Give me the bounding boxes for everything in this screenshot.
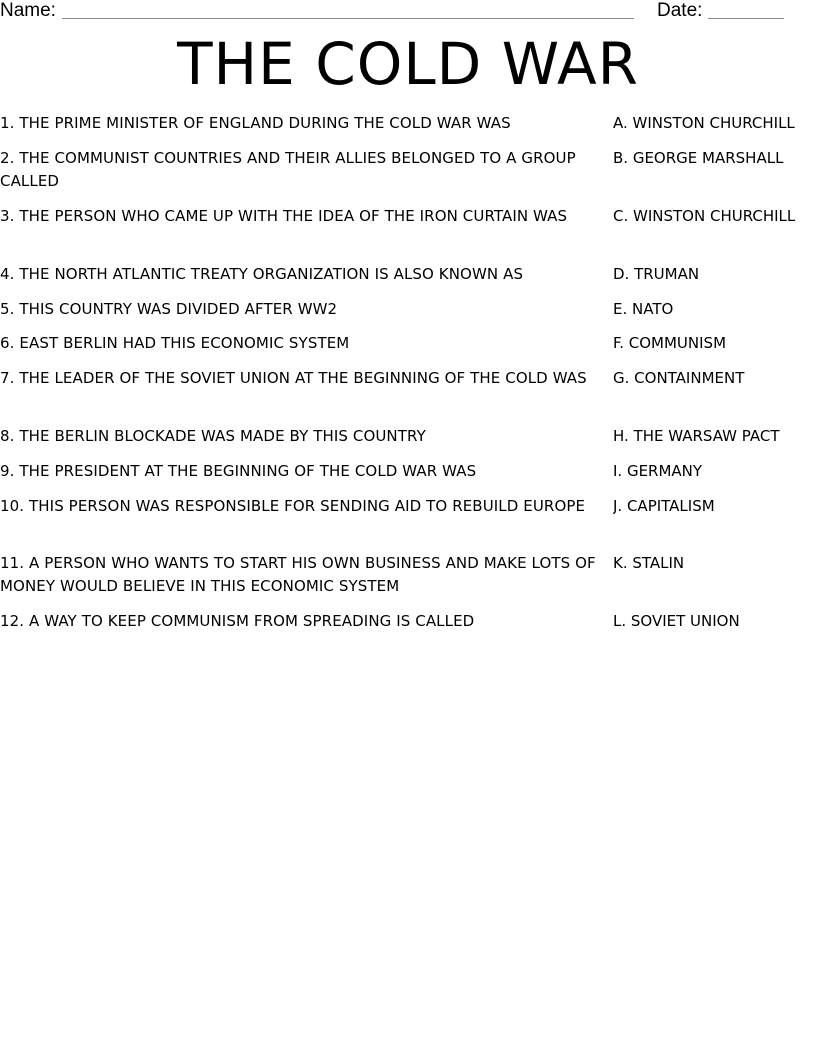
question-10: 10. THIS PERSON WAS RESPONSIBLE FOR SENDING AID TO REBUILD EUROPE <box>0 497 586 515</box>
question-4: 4. THE NORTH ATLANTIC TREATY ORGANIZATION IS ALSO KNOWN AS <box>0 265 524 283</box>
question-1: 1. THE PRIME MINISTER OF ENGLAND DURING THE COLD WAR WAS <box>0 114 511 132</box>
name-label: Name: <box>0 0 56 21</box>
question-6: 6. EAST BERLIN HAD THIS ECONOMIC SYSTEM <box>0 334 350 352</box>
answer-k: K. STALIN <box>613 554 685 572</box>
question-5: 5. THIS COUNTRY WAS DIVIDED AFTER WW2 <box>0 300 338 318</box>
date-label: Date: <box>657 0 703 21</box>
answer-j: J. CAPITALISM <box>613 497 715 515</box>
answer-h: H. THE WARSAW PACT <box>613 427 780 445</box>
answer-a: A. WINSTON CHURCHILL <box>613 114 795 132</box>
question-11: 11. A PERSON WHO WANTS TO START HIS OWN BUSINESS AND MAKE LOTS OF MONEY WOULD BELIEVE IN THIS ECONOMIC SYSTEM <box>0 554 596 595</box>
answer-d: D. TRUMAN <box>613 265 700 283</box>
answer-f: F. COMMUNISM <box>613 334 727 352</box>
question-2: 2. THE COMMUNIST COUNTRIES AND THEIR ALLIES BELONGED TO A GROUP CALLED <box>0 149 576 190</box>
question-9: 9. THE PRESIDENT AT THE BEGINNING OF THE COLD WAR WAS <box>0 462 477 480</box>
answer-l: L. SOVIET UNION <box>613 612 740 630</box>
question-8: 8. THE BERLIN BLOCKADE WAS MADE BY THIS COUNTRY <box>0 427 426 445</box>
answer-g: G. CONTAINMENT <box>613 369 745 387</box>
question-12: 12. A WAY TO KEEP COMMUNISM FROM SPREADING IS CALLED <box>0 612 475 630</box>
answer-b: B. GEORGE MARSHALL <box>613 149 784 167</box>
worksheet-title: THE COLD WAR <box>177 30 639 98</box>
answer-i: I. GERMANY <box>613 462 703 480</box>
header <box>0 0 816 24</box>
date-line[interactable] <box>708 18 784 19</box>
answer-e: E. NATO <box>613 300 674 318</box>
question-7: 7. THE LEADER OF THE SOVIET UNION AT THE BEGINNING OF THE COLD WAS <box>0 369 587 387</box>
question-3: 3. THE PERSON WHO CAME UP WITH THE IDEA OF THE IRON CURTAIN WAS <box>0 207 568 225</box>
name-line[interactable] <box>62 18 634 19</box>
answer-c: C. WINSTON CHURCHILL <box>613 207 796 225</box>
